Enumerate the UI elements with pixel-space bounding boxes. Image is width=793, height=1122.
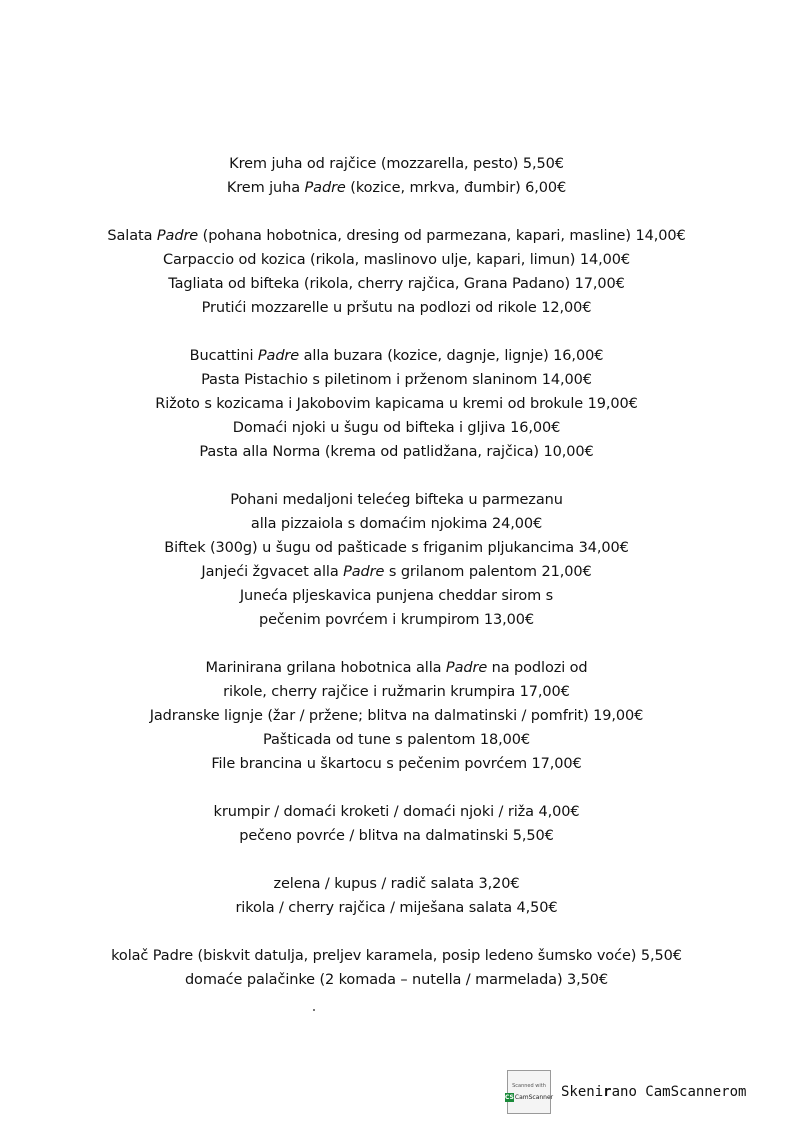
menu-item: Pasta Pistachio s piletinom i prženom slaninom 14,00€ xyxy=(201,372,592,388)
menu-item: Rižoto s kozicama i Jakobovim kapicama u kremi od brokule 19,00€ xyxy=(155,396,638,412)
menu-item: Tagliata od bifteka (rikola, cherry rajčica, Grana Padano) 17,00€ xyxy=(168,276,625,292)
section-meats xyxy=(0,488,793,632)
menu-item: File brancina u škartocu s pečenim povrćem 17,00€ xyxy=(211,756,582,772)
menu-item: rikole, cherry rajčice i ružmarin krumpira 17,00€ xyxy=(223,684,570,700)
menu-item: kolač Padre (biskvit datulja, preljev karamela, posip ledeno šumsko voće) 5,50€ xyxy=(111,948,682,964)
cs-badge-icon: CS xyxy=(504,1093,514,1101)
section-soups xyxy=(0,152,793,200)
menu-item: Pohani medaljoni telećeg bifteka u parmezanu xyxy=(230,492,563,508)
logo-brand xyxy=(505,1093,553,1102)
section-sides xyxy=(0,800,793,848)
menu-item: pečenim povrćem i krumpirom 13,00€ xyxy=(258,612,535,628)
menu-item: Bucattini Padre alla buzara (kozice, dagnje, lignje) 16,00€ xyxy=(189,348,604,364)
camscanner-logo-icon xyxy=(504,1070,554,1114)
menu-item: Jadranske lignje (žar / pržene; blitva na dalmatinski / pomfrit) 19,00€ xyxy=(149,708,644,724)
menu-item: Domaći njoki u šugu od bifteka i gljiva 16,00€ xyxy=(232,420,561,436)
section-pastas xyxy=(0,344,793,464)
menu-item: Salata Padre (pohana hobotnica, dresing od parmezana, kapari, masline) 14,00€ xyxy=(107,228,686,244)
menu-item: domaće palačinke (2 komada – nutella / marmelada) 3,50€ xyxy=(184,972,609,988)
menu-item: krumpir / domaći kroketi / domaći njoki / riža 4,00€ xyxy=(213,804,580,820)
menu-item: Carpaccio od kozica (rikola, maslinovo ulje, kapari, limun) 14,00€ xyxy=(162,252,630,268)
section-fish xyxy=(0,656,793,776)
menu-item: pečeno povrće / blitva na dalmatinski 5,50€ xyxy=(239,828,554,844)
section-salads xyxy=(0,872,793,920)
menu-item: Krem juha Padre (kozice, mrkva, đumbir) 6,00€ xyxy=(226,180,567,196)
menu-item: rikola / cherry rajčica / miješana salata 4,50€ xyxy=(235,900,558,916)
menu-item: Pasta alla Norma (krema od patlidžana, rajčica) 10,00€ xyxy=(199,444,594,460)
menu-item: Biftek (300g) u šugu od pašticade s friganim pljukancima 34,00€ xyxy=(164,540,629,556)
scanner-watermark xyxy=(504,1070,747,1114)
menu-item: Krem juha od rajčice (mozzarella, pesto) 5,50€ xyxy=(229,156,564,172)
scan-speck xyxy=(313,1009,315,1011)
watermark-text: Skenirano CamScannerom xyxy=(561,1084,747,1100)
menu-item: Marinirana grilana hobotnica alla Padre na podlozi od xyxy=(205,660,588,676)
logo-brand-text: CamScanner xyxy=(514,1093,554,1101)
menu-item: Janjeći žgvacet alla Padre s grilanom palentom 21,00€ xyxy=(201,564,592,580)
menu-item: Juneća pljeskavica punjena cheddar sirom s xyxy=(239,588,554,604)
logo-top-text: Scanned with xyxy=(512,1082,546,1089)
menu-item: Pašticada od tune s palentom 18,00€ xyxy=(262,732,530,748)
section-desserts xyxy=(0,944,793,992)
section-starters xyxy=(0,224,793,320)
menu-page xyxy=(0,152,793,992)
menu-item: zelena / kupus / radič salata 3,20€ xyxy=(273,876,520,892)
menu-item: alla pizzaiola s domaćim njokima 24,00€ xyxy=(250,516,543,532)
menu-item: Prutići mozzarelle u pršutu na podlozi od rikole 12,00€ xyxy=(201,300,592,316)
